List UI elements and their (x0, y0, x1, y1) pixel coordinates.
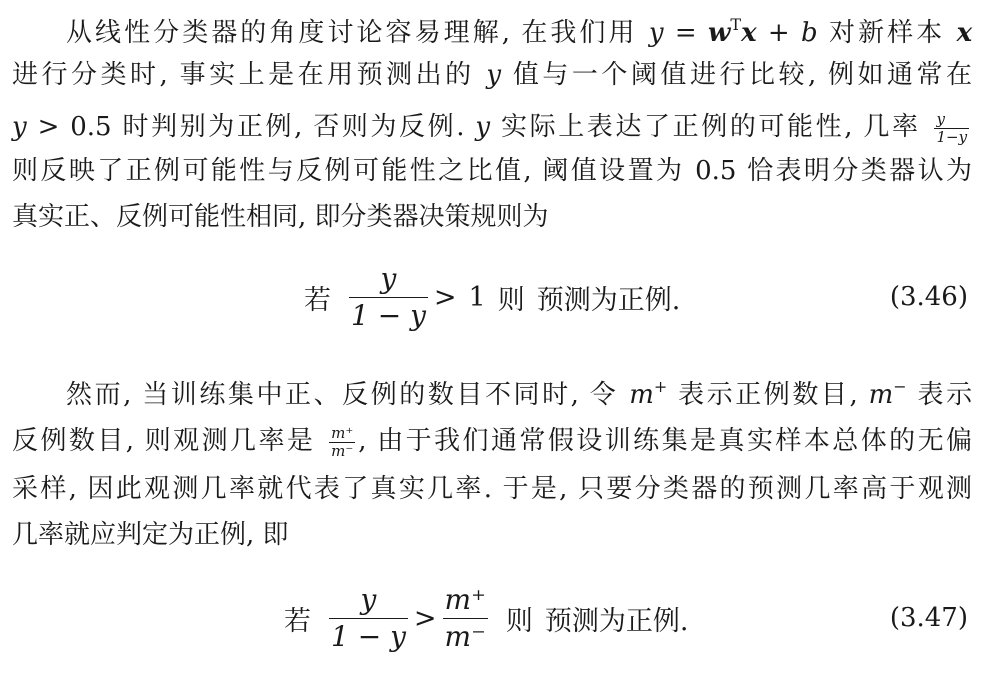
p2l3-text: 采样, 因此观测几率就代表了真实几率. 于是, 只要分类器的预测几率高于观测 (12, 474, 972, 504)
var-y: y (486, 60, 502, 90)
eq-conclusion: 预测为正例. (544, 605, 689, 637)
p1l1-text-before: 从线性分类器的角度讨论容易理解, 在我们用 (66, 18, 638, 48)
var-x-bold: x (956, 18, 973, 48)
paragraph2-line1 (66, 372, 972, 418)
equation-number: (3.47) (889, 603, 968, 633)
paragraph1-line5 (12, 194, 972, 240)
p1l4-text: 则反映了正例可能性与反例可能性之比值, 阈值设置为 0.5 恰表明分类器认为 (12, 156, 972, 186)
observed-odds-fraction (329, 423, 355, 460)
p1l2-text-before: 进行分类时, 事实上是在用预测出的 (12, 60, 475, 90)
fraction-numerator: y (329, 586, 408, 619)
fraction-denominator: m⁻ (444, 619, 486, 653)
p1l3-text-after: 实际上表达了正例的可能性, 几率 (500, 112, 921, 142)
formula-transpose: T (730, 15, 742, 34)
eq-fraction-observed (443, 582, 488, 653)
paragraph1-line3 (12, 104, 972, 150)
p1l1-text-mid: 对新样本 (829, 18, 946, 48)
p1l5-text: 真实正、反例可能性相同, 即分类器决策规则为 (12, 202, 549, 232)
formula-y: y (648, 18, 664, 48)
eq-fraction (349, 261, 428, 332)
fraction-numerator: m⁺ (331, 423, 354, 442)
formula-x: x (741, 18, 757, 48)
paragraph1-line2 (12, 52, 972, 98)
fraction-denominator: 1 − y (331, 619, 406, 653)
paragraph2-line4 (12, 512, 972, 558)
var-m-plus: m+ (629, 377, 668, 410)
formula-w: w (708, 18, 731, 48)
equation-number: (3.46) (889, 282, 968, 312)
paragraph2-line3 (12, 466, 972, 512)
equation-3-46 (0, 257, 996, 337)
eq-lead: 若 (284, 605, 311, 637)
op-greater: > (37, 112, 60, 142)
threshold-value: 0.5 (70, 112, 112, 142)
fraction-denominator: m⁻ (331, 441, 354, 460)
fraction-numerator: m⁺ (443, 586, 488, 619)
paragraph1-line4 (12, 148, 972, 194)
p1l3-text-mid: 时判别为正例, 否则为反例. (122, 112, 465, 142)
eq-lead: 若 (304, 284, 331, 316)
eq-fraction-predicted (329, 582, 408, 653)
eq-then: 则 (497, 284, 525, 316)
p2l1-text-after: 表示 (917, 380, 973, 410)
fraction-numerator: y (934, 112, 969, 129)
eq-op: > (413, 602, 437, 634)
paragraph2-line2 (12, 418, 972, 464)
formula-b: b (801, 18, 818, 48)
var-y: y (475, 112, 491, 142)
p2l4-text: 几率就应判定为正例, 即 (12, 520, 289, 550)
eq-rhs: 1 (468, 281, 486, 313)
formula-eq: = (674, 18, 697, 48)
paragraph1-line1 (66, 10, 972, 56)
formula-plus: + (767, 18, 790, 48)
var-y: y (12, 112, 27, 142)
fraction-denominator: 1 − y (351, 298, 426, 332)
p2l2-text-before: 反例数目, 则观测几率是 (12, 426, 316, 456)
fraction-denominator: 1−y (936, 127, 968, 146)
eq-op: > (433, 281, 457, 313)
eq-conclusion: 预测为正例. (536, 284, 681, 316)
var-m-minus: m− (868, 377, 907, 410)
odds-fraction (934, 109, 969, 146)
p1l2-text-after: 值与一个阈值进行比较, 例如通常在 (512, 60, 973, 90)
equation-3-47 (0, 578, 996, 658)
fraction-numerator: y (349, 265, 428, 298)
eq-then: 则 (505, 605, 533, 637)
p2l1-text-before: 然而, 当训练集中正、反例的数目不同时, 令 (66, 380, 619, 410)
p2l2-text-after: , 由于我们通常假设训练集是真实样本总体的无偏 (358, 426, 973, 456)
p2l1-text-mid: 表示正例数目, (678, 380, 858, 410)
